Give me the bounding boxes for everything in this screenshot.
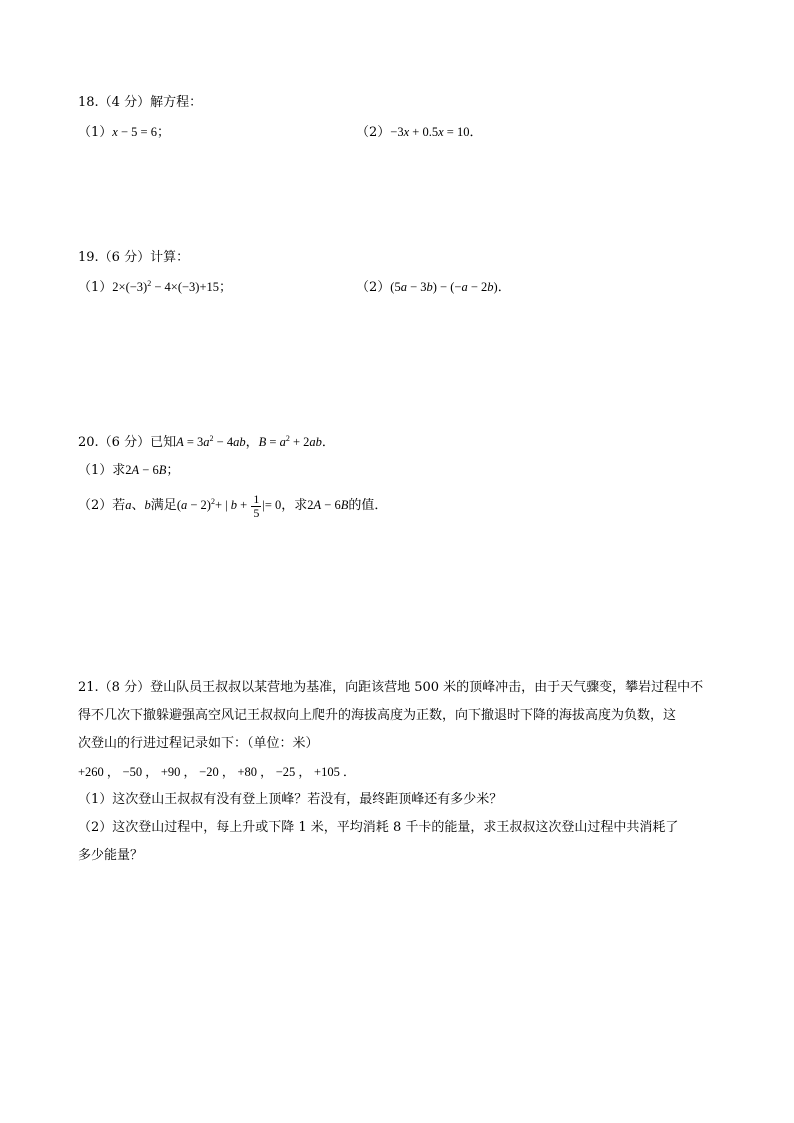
q18-header: 18.（4 分）解方程： (78, 95, 203, 110)
q21-line3: 次登山的行进过程记录如下：（单位：米） (78, 736, 319, 751)
q19-part1-label: （1） (78, 280, 113, 295)
q20-part2-expression: 2A − 6B (307, 498, 349, 512)
q18-part1-tail: ； (156, 125, 170, 140)
q20-header (78, 433, 335, 452)
q20-fraction-numerator: 1 (253, 491, 260, 506)
q18-part2-label: （2） (356, 125, 391, 140)
q18-part2 (356, 123, 482, 142)
q19-part2-tail: ． (497, 280, 511, 295)
q20-fraction-denominator: 5 (253, 505, 260, 520)
q20-part2-mid1: 、 (131, 498, 145, 513)
q21-part1: （1）这次登山王叔叔有没有登上顶峰？若没有，最终距顶峰还有多少米？ (78, 792, 503, 807)
q20-part1-expression: 2A − 6B (125, 463, 167, 477)
q20-header-end: ． (321, 435, 335, 450)
q18-part2-tail: ． (469, 125, 483, 140)
q21-records: +260 ， −50 ， +90 ， −20 ， +80 ， −25 ， +105 ． (78, 765, 356, 779)
q19-part2 (356, 278, 511, 297)
q19-part2-expression: (5a − 3b) − (−a − 2b) (390, 280, 498, 294)
q20-var-a: a (125, 498, 132, 512)
q20-condition: $(a - 2)^2+$ | b + $\frac{1}{5}$ |= 0 (176, 491, 282, 520)
q21-line1: 21.（8 分）登山队员王叔叔以某营地为基准，向距该营地 500 米的顶峰冲击，由于天气骤变，攀岩过程中不 (78, 680, 704, 695)
q18-part2-equation: −3x + 0.5x = 10 (390, 125, 470, 139)
q20-var-b: b (144, 498, 151, 512)
q21-part2-line1: （2）这次登山过程中，每上升或下降 1 米，平均消耗 8 千卡的能量，求王叔叔这次登山过程中共消耗了 (78, 820, 679, 835)
q20-expression-a: $A = 3a^2 - 4ab$ (176, 434, 246, 449)
q19-part1-expression: $2\times(-3)^2 - 4\times(-3)+15$ (112, 279, 219, 294)
q18-part1-label: （1） (78, 125, 113, 140)
q20-separator: ， (245, 435, 259, 450)
q20-fraction (251, 493, 261, 520)
q18-part1-equation: x − 5 = 6 (112, 125, 157, 139)
q20-part2-mid3: ，求 (281, 498, 308, 513)
q20-expression-b: $B = a^2 + 2ab$ (258, 434, 322, 449)
q20-part2-tail: 的值． (348, 498, 388, 513)
q19-part1-tail: ； (219, 280, 233, 295)
q21-line2: 得不几次下撤躲避强高空风记王叔叔向上爬升的海拔高度为正数，向下撤退时下降的海拔高度为负数，这 (78, 708, 677, 723)
q19-part1 (78, 278, 232, 297)
q19-part2-label: （2） (356, 280, 391, 295)
q21-part2-line2: 多少能量？ (78, 848, 144, 863)
q19-header: 19.（6 分）计算： (78, 250, 190, 265)
q20-part2-mid2: 满足 (150, 498, 177, 513)
q20-part2 (78, 490, 387, 521)
q20-part1 (78, 461, 179, 480)
q20-part1-tail: ； (166, 463, 180, 478)
q18-part1 (78, 123, 170, 142)
q20-part2-label: （2）若 (78, 498, 126, 513)
q20-part1-label: （1）求 (78, 463, 126, 478)
q20-header-prefix: 20.（6 分）已知 (78, 435, 177, 450)
